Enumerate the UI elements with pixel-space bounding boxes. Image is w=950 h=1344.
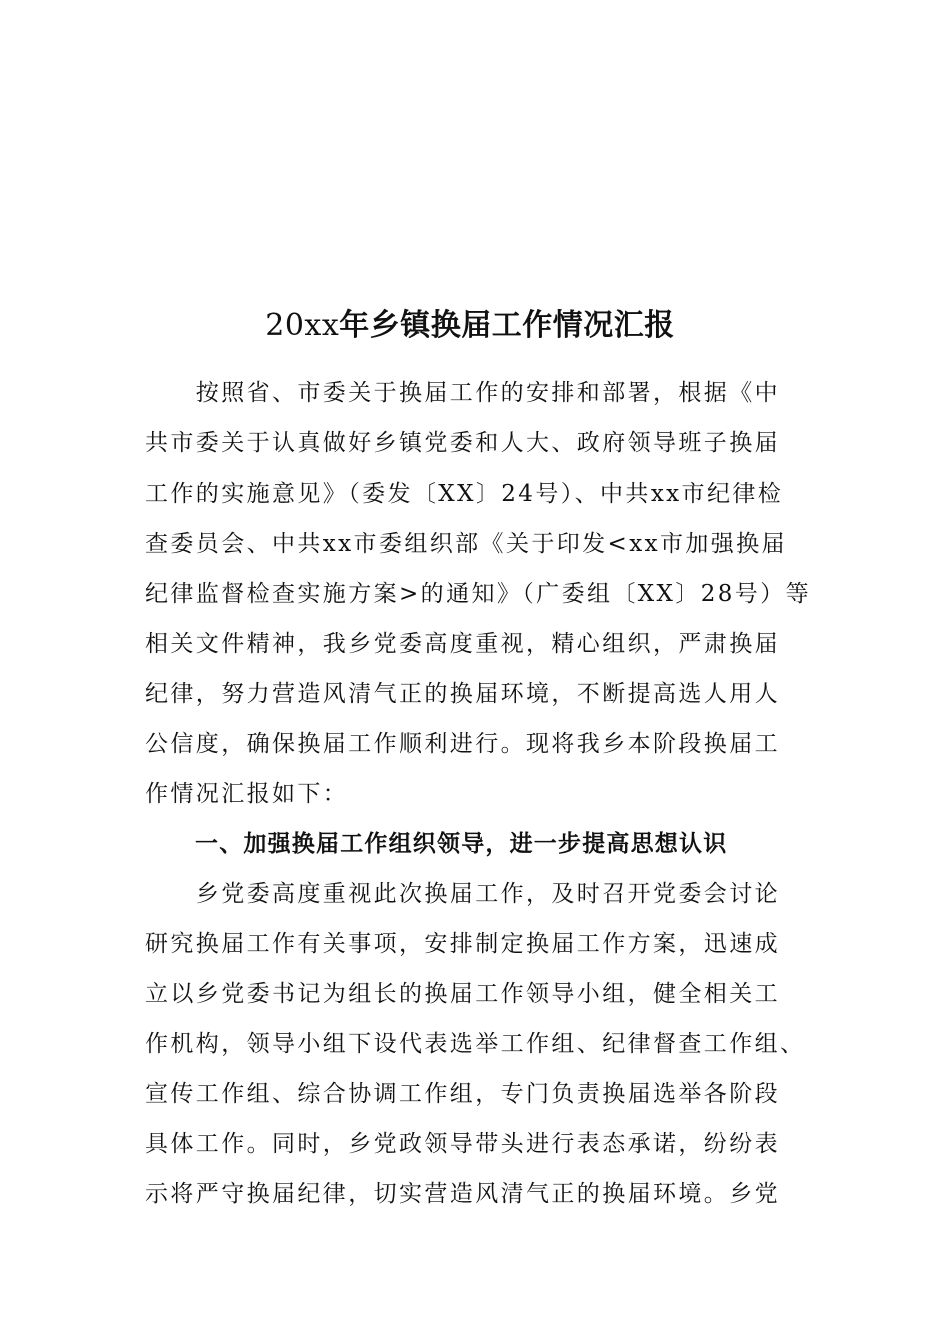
- paragraph-1-line-8: 公信度，确保换届工作顺利进行。现将我乡本阶段换届工: [145, 731, 780, 757]
- paragraph-1-line-3: 工作的实施意见》（委发〔XX〕24号）、中共xx市纪律检: [145, 481, 784, 507]
- paragraph-1-line-9: 作情况汇报如下：: [145, 781, 349, 807]
- paragraph-1-line-7: 纪律，努力营造风清气正的换届环境，不断提高选人用人: [145, 681, 780, 707]
- title-year: 20xx: [265, 308, 340, 343]
- paragraph-1-line-2: 共市委关于认真做好乡镇党委和人大、政府领导班子换届: [145, 430, 780, 456]
- paragraph-1-line-4: 查委员会、中共xx市委组织部《关于印发<xx市加强换届: [145, 531, 787, 557]
- paragraph-1-line-6: 相关文件精神，我乡党委高度重视，精心组织，严肃换届: [145, 631, 780, 657]
- paragraph-2-line-1: 乡党委高度重视此次换届工作，及时召开党委会讨论: [145, 881, 780, 907]
- paragraph-2-line-7: 示将严守换届纪律，切实营造风清气正的换届环境。乡党: [145, 1181, 780, 1207]
- paragraph-1-line-1: 按照省、市委关于换届工作的安排和部署，根据《中: [145, 380, 780, 406]
- paragraph-2-line-4: 作机构，领导小组下设代表选举工作组、纪律督查工作组、: [145, 1031, 806, 1057]
- document-title: [140, 304, 800, 348]
- paragraph-2-line-2: 研究换届工作有关事项，安排制定换届工作方案，迅速成: [145, 931, 780, 957]
- title-text: 年乡镇换届工作情况汇报: [339, 308, 675, 343]
- paragraph-2-line-5: 宣传工作组、综合协调工作组，专门负责换届选举各阶段: [145, 1081, 780, 1107]
- paragraph-2-line-3: 立以乡党委书记为组长的换届工作领导小组，健全相关工: [145, 981, 780, 1007]
- paragraph-1-line-5: 纪律监督检查实施方案>的通知》（广委组〔XX〕28号）等: [145, 581, 811, 607]
- section-1-heading: 一、加强换届工作组织领导，进一步提高思想认识: [195, 831, 728, 857]
- paragraph-2-line-6: 具体工作。同时，乡党政领导带头进行表态承诺，纷纷表: [145, 1131, 780, 1157]
